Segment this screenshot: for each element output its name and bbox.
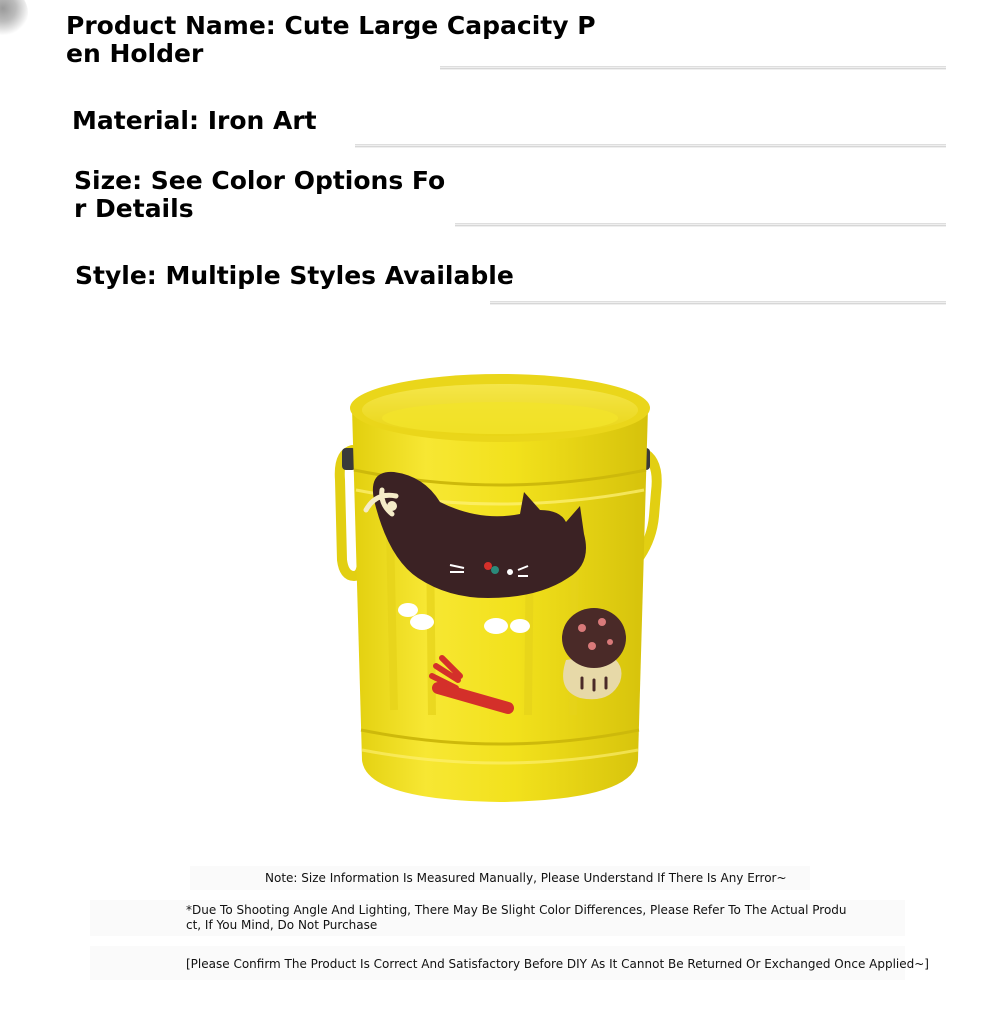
- spec-style-text: Style: Multiple Styles Available: [75, 261, 514, 290]
- product-image-pen-holder: [330, 360, 670, 810]
- corner-decoration: [0, 0, 28, 36]
- spec-material-text: Material: Iron Art: [72, 106, 317, 135]
- divider: [440, 66, 946, 70]
- cookie-sticker: [562, 608, 626, 699]
- divider: [455, 223, 946, 227]
- spec-size-text: Size: See Color Options Fo r Details: [74, 166, 446, 223]
- spec-product-name-text: Product Name: Cute Large Capacity P en Holder: [66, 11, 596, 68]
- note-diy-warning: [Please Confirm The Product Is Correct And Satisfactory Before DIY As It Cannot Be Returned Or Exchanged Once Applied~]: [186, 957, 929, 971]
- note-measure: Note: Size Information Is Measured Manually, Please Understand If There Is Any Error~: [265, 871, 787, 885]
- divider: [355, 144, 946, 148]
- pen-holder-illustration: [330, 360, 670, 810]
- divider: [490, 301, 946, 305]
- note-color-difference: *Due To Shooting Angle And Lighting, There May Be Slight Color Differences, Please Refer To The Actual Produ ct, If You Mind, Do Not Purchase: [186, 903, 847, 932]
